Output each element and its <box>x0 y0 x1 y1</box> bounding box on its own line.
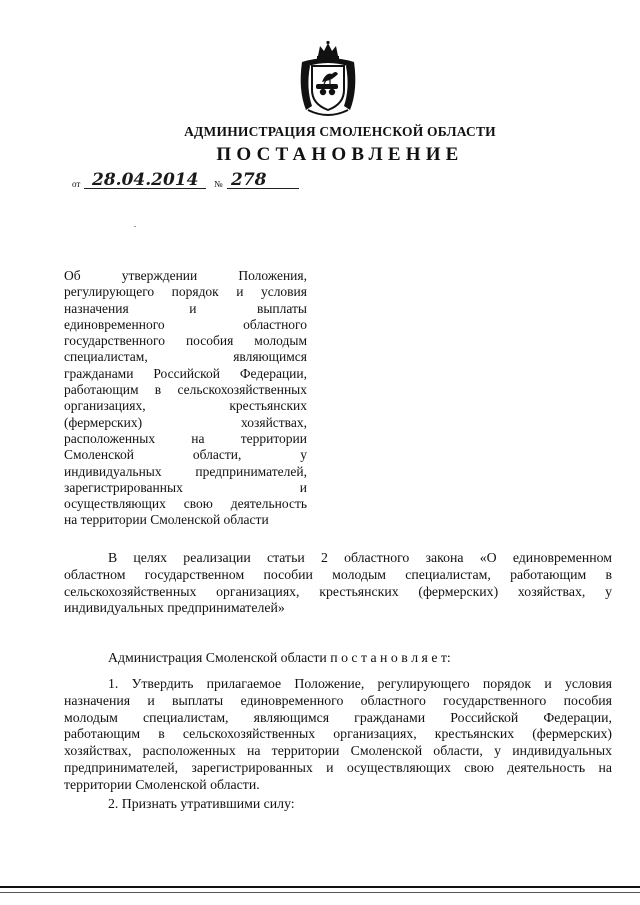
item-2-paragraph <box>64 796 612 813</box>
paragraph-line: индивидуальных предпринимателей» <box>64 600 285 616</box>
subject-line: работающим в сельскохозяйственных <box>64 382 307 398</box>
paragraph-line: Администрация Смоленской области п о с т а н о в л я е т: <box>108 650 451 665</box>
subject-line: назначения и выплаты <box>64 300 307 316</box>
date-value: 28.04.2014 <box>84 172 206 189</box>
paragraph-line: работающим в сельскохозяйственных организациях, крестьянских (фермерских) <box>64 726 612 742</box>
subject-line: осуществляющих свою деятельность <box>64 496 307 512</box>
paragraph-line: территории Смоленской области. <box>64 776 260 792</box>
paragraph-line: областном государственном пособии молодым специалистам, работающим в <box>64 566 612 582</box>
subject-line: организациях, крестьянских <box>64 398 307 414</box>
paragraph-line: назначения и выплаты единовременного областного государственного пособия <box>64 692 612 708</box>
paragraph-line: 2. Признать утратившими силу: <box>108 796 295 811</box>
resolution-statement <box>64 650 612 667</box>
subject-line: индивидуальных предпринимателей, <box>64 463 307 479</box>
preamble-paragraph <box>64 550 612 617</box>
paragraph-line: В целях реализации статьи 2 областного закона «О единовременном <box>108 550 612 565</box>
subject-line: расположенных на территории <box>64 430 307 446</box>
subject-line: на территории Смоленской области <box>64 512 269 528</box>
number-value: 278 <box>227 172 299 189</box>
item-1-paragraph <box>64 676 612 794</box>
number-label: № <box>214 179 223 189</box>
paragraph-line: предпринимателей, зарегистрированных и осуществляющих свою деятельность на <box>64 759 612 775</box>
subject-line: регулирующего порядок и условия <box>64 284 307 300</box>
paragraph-line: хозяйствах, расположенных на территории Смоленской области, у индивидуальных <box>64 743 612 759</box>
paragraph-line: молодым специалистам, являющимся гражданами Российской Федерации, <box>64 709 612 725</box>
subject-line: зарегистрированных и <box>64 479 307 495</box>
subject-line: гражданами Российской Федерации, <box>64 365 307 381</box>
subject-line: специалистам, являющимся <box>64 349 307 365</box>
paragraph-line: 1. Утвердить прилагаемое Положение, регулирующего порядок и условия <box>108 676 612 691</box>
subject-line: Смоленской области, у <box>64 447 307 463</box>
date-label: от <box>72 179 81 189</box>
subject-line: единовременного областного <box>64 316 307 332</box>
date-number-line <box>72 170 312 192</box>
subject-line: Об утверждении Положения, <box>64 268 307 283</box>
bottom-rule-thin <box>0 892 640 893</box>
organization-title: АДМИНИСТРАЦИЯ СМОЛЕНСКОЙ ОБЛАСТИ <box>184 124 496 139</box>
smolensk-coat-of-arms-icon <box>296 40 360 118</box>
document-subject <box>64 268 307 529</box>
scan-speck <box>134 226 136 227</box>
subject-line: государственного пособия молодым <box>64 333 307 349</box>
document-type-title: ПОСТАНОВЛЕНИЕ <box>216 144 464 165</box>
subject-line: (фермерских) хозяйствах, <box>64 414 307 430</box>
bottom-rule <box>0 886 640 888</box>
paragraph-line: сельскохозяйственных организациях, крестьянских (фермерских) хозяйствах, у <box>64 583 612 599</box>
